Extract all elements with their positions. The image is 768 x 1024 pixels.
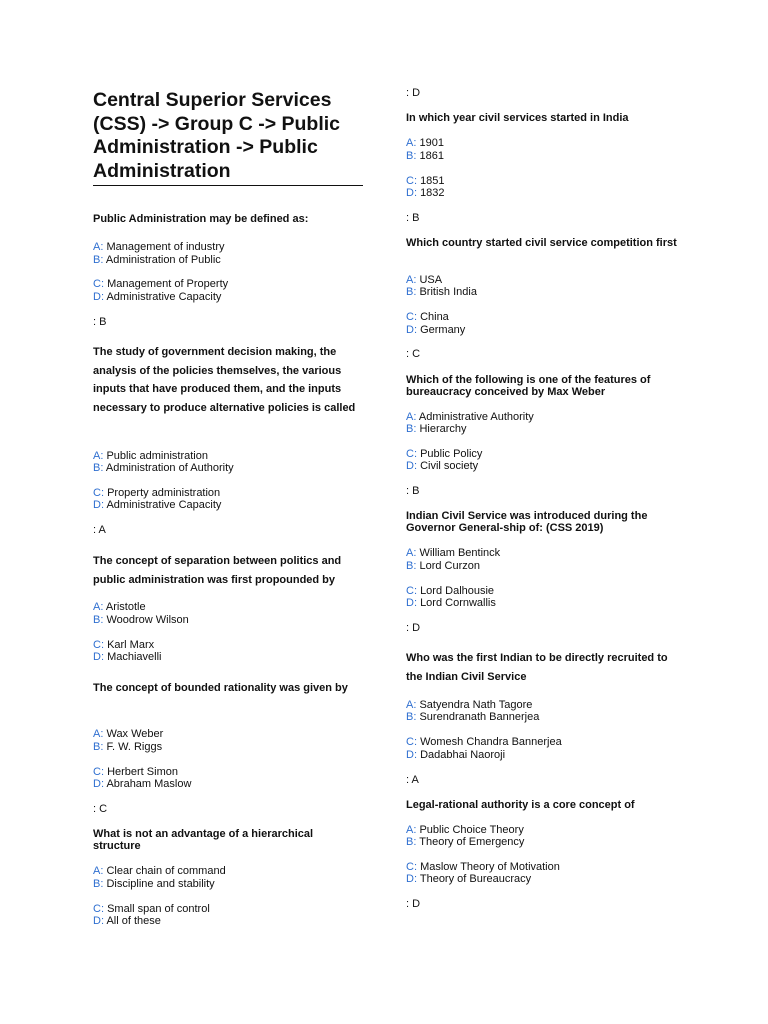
option-c: C: Property administration	[93, 486, 221, 499]
answer-text: : D	[406, 87, 421, 99]
option-a: A: William Bentinck	[406, 547, 501, 559]
option-a: A: Aristotle	[93, 601, 146, 613]
option-b: B: Administration of Public	[93, 253, 221, 266]
option-c: C: Public Policy	[406, 447, 483, 460]
option-b: B: Hierarchy	[406, 423, 467, 435]
option-d: D: 1832	[406, 187, 445, 199]
answer-text: : C	[406, 348, 421, 360]
option-b: B: 1861	[406, 149, 444, 162]
answer-text: : B	[93, 316, 107, 328]
page-title: Central Superior Services (CSS) -> Group C -> Public Administration -> Public Administration	[93, 89, 363, 186]
option-c: C: Small span of control	[93, 902, 210, 915]
question-text: Legal-rational authority is a core concept of	[406, 799, 635, 811]
option-c: C: Management of Property	[93, 278, 229, 290]
option-a: A: 1901	[406, 137, 444, 149]
option-b: B: Administration of Authority	[93, 462, 234, 474]
option-d: D: Civil society	[406, 460, 479, 472]
answer-text: : D	[406, 898, 421, 910]
option-b: B: F. W. Riggs	[93, 740, 163, 753]
question-text: The study of government decision making, the analysis of the policies themselves, the various inputs that have produced them, and the inputs necessary to produce alternative policies is called	[93, 346, 356, 414]
question-text: The concept of separation between politics and public administration was first propounded by	[93, 555, 342, 586]
question-text: In which year civil services started in India	[406, 112, 629, 124]
question-text: Which of the following is one of the features of bureaucracy conceived by Max Weber	[406, 374, 651, 399]
option-c: C: Womesh Chandra Bannerjea	[406, 736, 562, 748]
option-b: B: Surendranath Bannerjea	[406, 711, 540, 723]
option-d: D: Dadabhai Naoroji	[406, 748, 506, 761]
option-d: D: Germany	[406, 323, 466, 336]
option-c: C: China	[406, 311, 449, 323]
option-c: C: Maslow Theory of Motivation	[406, 860, 560, 873]
option-b: B: Theory of Emergency	[406, 836, 525, 848]
option-a: A: Administrative Authority	[406, 410, 534, 423]
answer-text: : D	[406, 622, 421, 634]
option-a: A: Satyendra Nath Tagore	[406, 698, 533, 711]
option-d: D: Administrative Capacity	[93, 290, 222, 303]
option-d: D: Abraham Maslow	[93, 778, 192, 790]
option-b: B: British India	[406, 286, 477, 298]
question-text: What is not an advantage of a hierarchical structure	[93, 828, 314, 853]
option-a: A: Public Choice Theory	[406, 823, 524, 836]
option-a: A: Wax Weber	[93, 728, 164, 740]
option-c: C: 1851	[406, 174, 445, 187]
option-d: D: Administrative Capacity	[93, 499, 222, 511]
question-text: Public Administration may be defined as:	[93, 213, 309, 225]
question-text: Indian Civil Service was introduced during the Governor General-ship of: (CSS 2019)	[406, 510, 648, 535]
answer-text: : A	[93, 524, 106, 536]
option-d: D: Theory of Bureaucracy	[406, 873, 532, 885]
option-c: C: Lord Dalhousie	[406, 584, 495, 597]
option-a: A: Public administration	[93, 449, 208, 462]
option-b: B: Woodrow Wilson	[93, 613, 189, 626]
option-d: D: All of these	[93, 915, 161, 927]
option-a: A: USA	[406, 273, 443, 286]
option-a: A: Management of industry	[93, 241, 225, 253]
option-a: A: Clear chain of command	[93, 865, 226, 877]
question-text: Who was the first Indian to be directly recruited to the Indian Civil Service	[406, 652, 668, 683]
option-c: C: Herbert Simon	[93, 765, 178, 778]
answer-text: : A	[406, 774, 419, 786]
option-b: B: Discipline and stability	[93, 877, 215, 890]
answer-text: : B	[406, 485, 420, 497]
answer-text: : C	[93, 803, 108, 815]
option-c: C: Karl Marx	[93, 638, 155, 651]
option-d: D: Lord Cornwallis	[406, 597, 496, 609]
option-b: B: Lord Curzon	[406, 559, 481, 572]
question-text: The concept of bounded rationality was given by	[93, 682, 348, 694]
question-text: Which country started civil service competition first	[406, 237, 677, 249]
answer-text: : B	[406, 212, 420, 224]
option-d: D: Machiavelli	[93, 651, 162, 663]
